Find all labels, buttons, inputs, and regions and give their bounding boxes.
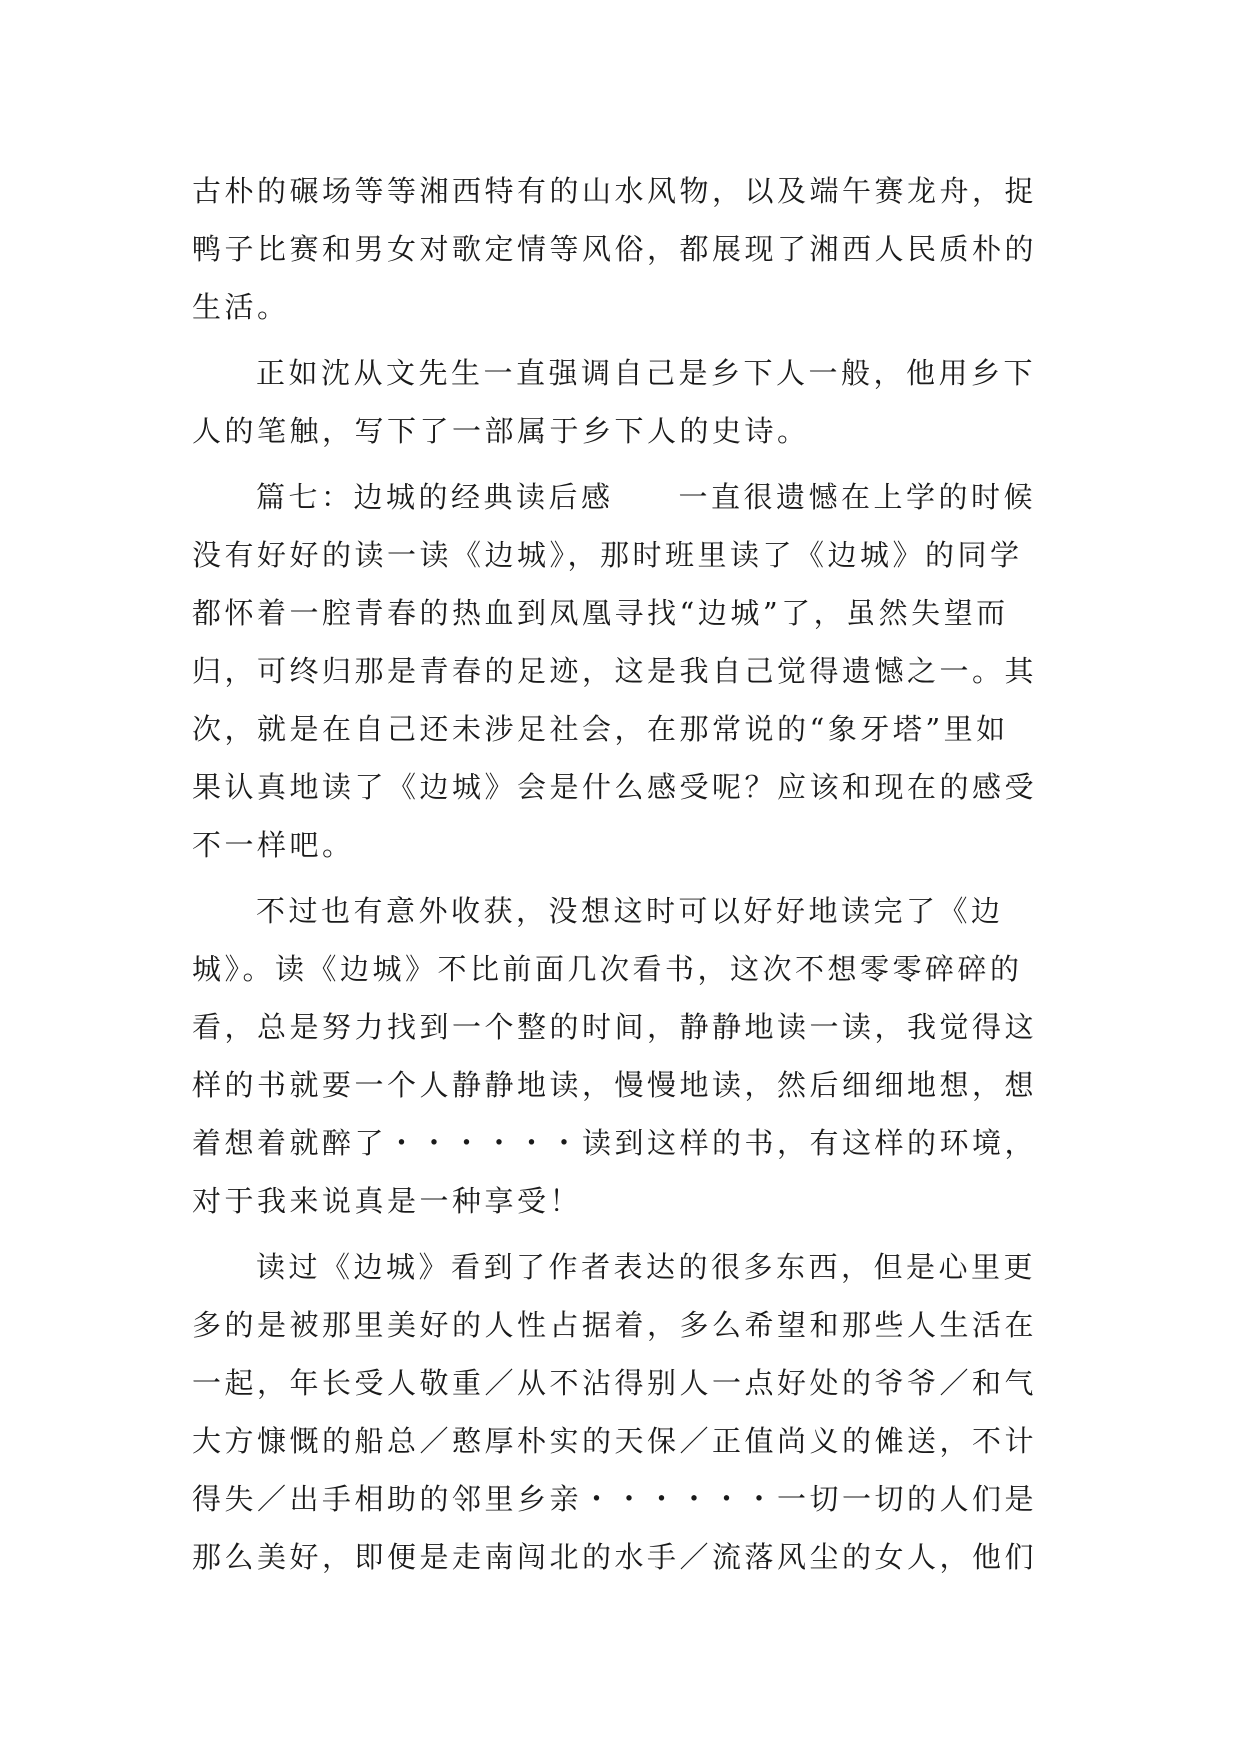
body-text bbox=[192, 162, 1062, 1586]
text-line: 都怀着一腔青春的热血到凤凰寻找“边城”了，虽然失望而 bbox=[192, 596, 1009, 630]
text-line: 城》。读《边城》不比前面几次看书，这次不想零零碎碎的 bbox=[192, 952, 1023, 986]
text-line: 多的是被那里美好的人性占据着，多么希望和那些人生活在 bbox=[192, 1308, 1038, 1342]
text-line: 人的笔触，写下了一部属于乡下人的史诗。 bbox=[192, 414, 810, 448]
text-line: 篇七：边城的经典读后感 一直很遗憾在上学的时候 bbox=[256, 480, 1037, 514]
text-line: 着想着就醉了・・・・・・读到这样的书，有这样的环境， bbox=[192, 1126, 1038, 1160]
text-line: 那么美好，即便是走南闯北的水手／流落风尘的女人，他们 bbox=[192, 1540, 1038, 1574]
text-line: 没有好好的读一读《边城》，那时班里读了《边城》的同学 bbox=[192, 538, 1023, 572]
text-line: 生活。 bbox=[192, 290, 290, 324]
text-line: 大方慷慨的船总／憨厚朴实的天保／正值尚义的傩送，不计 bbox=[192, 1424, 1038, 1458]
text-line: 正如沈从文先生一直强调自己是乡下人一般，他用乡下 bbox=[256, 356, 1037, 390]
text-line: 对于我来说真是一种享受！ bbox=[192, 1184, 583, 1218]
text-line: 一起，年长受人敬重／从不沾得别人一点好处的爷爷／和气 bbox=[192, 1366, 1038, 1400]
text-line: 样的书就要一个人静静地读，慢慢地读，然后细细地想，想 bbox=[192, 1068, 1038, 1102]
text-line: 看，总是努力找到一个整的时间，静静地读一读，我觉得这 bbox=[192, 1010, 1038, 1044]
text-line: 得失／出手相助的邻里乡亲・・・・・・一切一切的人们是 bbox=[192, 1482, 1038, 1516]
text-line: 不过也有意外收获，没想这时可以好好地读完了《边 bbox=[256, 894, 1004, 928]
text-line: 读过《边城》看到了作者表达的很多东西，但是心里更 bbox=[256, 1250, 1037, 1284]
text-line: 鸭子比赛和男女对歌定情等风俗，都展现了湘西人民质朴的 bbox=[192, 232, 1038, 266]
text-line: 次，就是在自己还未涉足社会，在那常说的“象牙塔”里如 bbox=[192, 712, 1009, 746]
text-line: 果认真地读了《边城》会是什么感受呢？应该和现在的感受 bbox=[192, 770, 1038, 804]
text-line: 古朴的碾场等等湘西特有的山水风物，以及端午赛龙舟，捉 bbox=[192, 174, 1038, 208]
text-line: 归，可终归那是青春的足迹，这是我自己觉得遗憾之一。其 bbox=[192, 654, 1038, 688]
text-line: 不一样吧。 bbox=[192, 828, 355, 862]
